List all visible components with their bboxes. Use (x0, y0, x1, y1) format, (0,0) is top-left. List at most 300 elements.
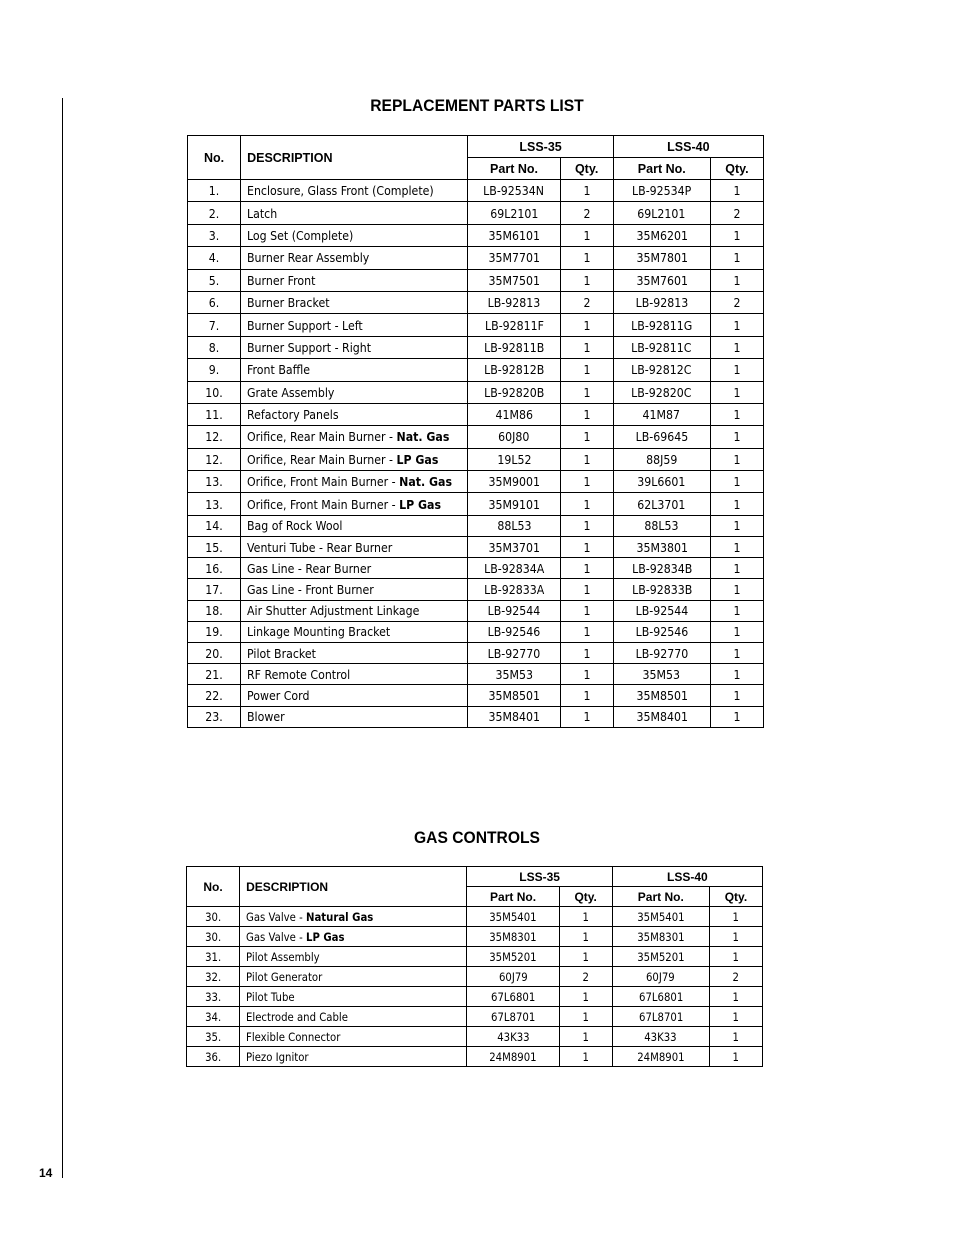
row-part-no-lss40 (613, 558, 710, 579)
row-part-no-lss35-text: 88L53 (496, 518, 532, 534)
row-number-text: 8. (208, 339, 220, 355)
row-qty-lss40 (709, 1027, 762, 1047)
row-description (241, 336, 468, 358)
row-part-no-lss35 (467, 1007, 559, 1027)
row-part-no-lss35-text: 69L2101 (489, 205, 539, 221)
table-row (188, 685, 764, 706)
row-description-text: Pilot Tube (246, 989, 295, 1004)
row-part-no-lss40-text: LB-92811C (631, 339, 692, 355)
row-part-no-lss40 (613, 600, 710, 621)
row-description-text: Pilot Assembly (246, 949, 320, 964)
gc-header-qty-lss35: Qty. (559, 887, 612, 907)
row-number-text: 17. (205, 582, 223, 598)
row-part-no-lss35-text: LB-92770 (487, 645, 541, 661)
row-number-text: 20. (205, 645, 223, 661)
row-number (188, 336, 241, 358)
row-qty-lss35-text: 1 (583, 496, 591, 512)
row-part-no-lss40 (613, 642, 710, 663)
row-qty-lss35 (559, 1007, 612, 1027)
row-number-text: 4. (208, 250, 220, 266)
row-qty-lss40 (710, 579, 763, 600)
table-row (188, 180, 764, 202)
row-number-text: 9. (208, 362, 220, 378)
replacement-parts-table (187, 135, 764, 728)
table-row (188, 471, 764, 493)
row-qty-lss40-text: 1 (733, 687, 741, 703)
header-description: DESCRIPTION (241, 136, 468, 180)
row-qty-lss35 (559, 947, 612, 967)
row-qty-lss35-text: 1 (583, 339, 591, 355)
row-part-no-lss40-text: 88L53 (644, 518, 679, 534)
table-row (188, 448, 764, 470)
row-qty-lss40 (709, 1007, 762, 1027)
row-part-no-lss40-text: 35M5201 (637, 949, 685, 964)
row-qty-lss40-text: 1 (733, 339, 741, 355)
header-no: No. (188, 136, 241, 180)
row-part-no-lss40 (613, 314, 710, 336)
description-text: Orifice, Rear Main Burner - (247, 451, 397, 467)
row-qty-lss40 (710, 403, 763, 425)
row-qty-lss35 (560, 426, 613, 448)
row-part-no-lss40 (613, 247, 710, 269)
row-qty-lss35-text: 1 (583, 624, 591, 640)
row-number (188, 621, 241, 642)
row-description (241, 359, 468, 381)
row-description (241, 247, 468, 269)
row-part-no-lss35 (468, 381, 560, 403)
row-number (188, 515, 241, 536)
row-part-no-lss35 (468, 558, 560, 579)
row-description (241, 515, 468, 536)
row-part-no-lss40 (613, 537, 710, 558)
description-text: Gas Valve - (246, 909, 307, 924)
row-qty-lss40-text: 1 (732, 1029, 740, 1044)
row-part-no-lss35 (468, 403, 560, 425)
row-number (188, 403, 241, 425)
row-description (241, 291, 468, 313)
row-part-no-lss40-text: LB-92820C (631, 384, 692, 400)
row-qty-lss40 (710, 642, 763, 663)
row-qty-lss35 (560, 336, 613, 358)
row-part-no-lss40 (612, 967, 709, 987)
row-part-no-lss40 (613, 336, 710, 358)
description-text: Orifice, Front Main Burner - (247, 474, 400, 490)
header-qty-lss35: Qty. (560, 158, 613, 180)
row-part-no-lss35-text: 35M3701 (488, 539, 540, 555)
row-part-no-lss40-text: 35M8501 (636, 687, 688, 703)
row-part-no-lss35-text: 35M9101 (488, 496, 540, 512)
row-part-no-lss40-text: LB-92546 (635, 624, 689, 640)
row-part-no-lss40 (613, 471, 710, 493)
row-part-no-lss40-text: 35M7801 (636, 250, 688, 266)
row-qty-lss35 (560, 664, 613, 685)
row-qty-lss40-text: 1 (733, 582, 741, 598)
table-row (187, 1007, 763, 1027)
row-description-text: Bag of Rock Wool (247, 518, 343, 534)
row-description (241, 448, 468, 470)
row-description (240, 1047, 467, 1067)
table-row (188, 314, 764, 336)
row-qty-lss35 (560, 180, 613, 202)
row-qty-lss40 (710, 664, 763, 685)
description-text: Gas Valve - (246, 929, 307, 944)
row-description-text (247, 429, 449, 444)
gc-header-description: DESCRIPTION (240, 867, 467, 907)
row-number-text: 21. (205, 666, 223, 682)
row-qty-lss40 (710, 224, 763, 246)
row-part-no-lss40-text: LB-92534P (632, 183, 692, 199)
row-qty-lss40 (710, 426, 763, 448)
gc-header-model-lss40: LSS-40 (612, 867, 762, 887)
row-description-text: Electrode and Cable (246, 1009, 349, 1024)
row-part-no-lss40 (613, 706, 710, 727)
row-number (188, 180, 241, 202)
row-number (187, 967, 240, 987)
row-part-no-lss40-text: LB-92770 (635, 645, 689, 661)
gas-type-emphasis: LP Gas (396, 451, 439, 467)
row-qty-lss40-text: 1 (732, 989, 740, 1004)
row-description (241, 202, 468, 224)
header-part-no-lss40: Part No. (613, 158, 710, 180)
row-part-no-lss35 (468, 685, 560, 706)
row-description (241, 314, 468, 336)
gas-controls-title: GAS CONTROLS (413, 828, 540, 847)
row-part-no-lss35-text: 35M5401 (489, 909, 537, 924)
header-part-no-lss35: Part No. (468, 158, 560, 180)
row-qty-lss35-text: 1 (582, 989, 589, 1004)
row-part-no-lss35-text: 41M86 (495, 407, 533, 423)
row-qty-lss40-text: 1 (733, 317, 741, 333)
row-description (241, 642, 468, 663)
row-qty-lss40-text: 1 (732, 1009, 740, 1024)
row-qty-lss35-text: 1 (582, 909, 589, 924)
table-row (188, 537, 764, 558)
row-qty-lss35 (559, 927, 612, 947)
row-part-no-lss40-text: LB-92833B (631, 582, 692, 598)
row-number (187, 1027, 240, 1047)
row-qty-lss40-text: 1 (733, 407, 741, 423)
row-number (188, 291, 241, 313)
row-part-no-lss35-text: LB-92546 (487, 624, 541, 640)
row-part-no-lss35-text: 19L52 (496, 451, 532, 467)
row-part-no-lss35-text: LB-92833A (483, 582, 545, 598)
row-number (188, 314, 241, 336)
row-part-no-lss40 (613, 403, 710, 425)
row-number-text: 22. (205, 687, 223, 703)
row-part-no-lss40 (613, 224, 710, 246)
row-part-no-lss40 (613, 448, 710, 470)
row-description-text: Burner Bracket (247, 295, 330, 311)
table-row (188, 202, 764, 224)
row-description (241, 493, 468, 515)
row-part-no-lss40-text: 35M53 (643, 666, 681, 682)
row-description (240, 907, 467, 927)
table-row (187, 1027, 763, 1047)
row-part-no-lss40-text: 60J79 (646, 969, 676, 984)
row-part-no-lss40 (613, 381, 710, 403)
row-qty-lss40-text: 1 (733, 384, 741, 400)
row-number-text: 7. (208, 317, 220, 333)
table-row (188, 224, 764, 246)
row-qty-lss40-text: 1 (733, 496, 741, 512)
row-number (187, 907, 240, 927)
row-number-text: 13. (205, 474, 223, 490)
row-qty-lss35 (560, 558, 613, 579)
row-part-no-lss35 (468, 448, 560, 470)
row-part-no-lss35-text: LB-92834A (483, 560, 545, 576)
row-qty-lss35-text: 1 (582, 1009, 589, 1024)
row-qty-lss35 (560, 247, 613, 269)
row-description-text (247, 474, 452, 489)
row-number-text: 14. (205, 518, 223, 534)
row-qty-lss35-text: 1 (583, 227, 591, 243)
row-qty-lss35 (560, 579, 613, 600)
row-qty-lss40-text: 1 (733, 539, 741, 555)
row-part-no-lss35-text: 35M53 (495, 666, 533, 682)
row-description-text (247, 497, 441, 512)
row-part-no-lss40-text: 35M6201 (636, 227, 688, 243)
gas-type-emphasis: LP Gas (306, 929, 345, 944)
row-part-no-lss35-text: LB-92812B (483, 362, 545, 378)
row-part-no-lss35 (468, 537, 560, 558)
row-part-no-lss40-text: 35M8401 (636, 709, 688, 725)
row-part-no-lss35-text: 43K33 (496, 1029, 530, 1044)
row-qty-lss35 (560, 471, 613, 493)
row-part-no-lss40-text: LB-92813 (635, 295, 689, 311)
row-part-no-lss35-text: 60J80 (498, 429, 530, 445)
row-description-text (246, 930, 345, 944)
table-row (188, 706, 764, 727)
gc-header-model-lss35: LSS-35 (467, 867, 612, 887)
row-qty-lss35 (560, 537, 613, 558)
row-part-no-lss35 (468, 247, 560, 269)
row-qty-lss35-text: 2 (583, 205, 591, 221)
row-qty-lss35 (560, 706, 613, 727)
row-qty-lss40-text: 1 (732, 1049, 740, 1064)
row-description-text: Piezo Ignitor (246, 1049, 309, 1064)
table-row (187, 927, 763, 947)
row-description-text: Venturi Tube - Rear Burner (247, 539, 393, 555)
row-part-no-lss35-text: 67L8701 (490, 1009, 536, 1024)
row-part-no-lss35-text: LB-92544 (487, 603, 541, 619)
table-row (187, 967, 763, 987)
gas-type-emphasis: Nat. Gas (396, 429, 450, 445)
row-qty-lss35 (560, 685, 613, 706)
gas-controls-table (186, 866, 763, 1067)
row-qty-lss35-text: 1 (583, 474, 591, 490)
row-qty-lss35 (559, 967, 612, 987)
row-part-no-lss35-text: LB-92534N (483, 183, 545, 199)
row-part-no-lss35-text: LB-92811B (483, 339, 545, 355)
row-number (187, 987, 240, 1007)
row-part-no-lss40 (612, 1027, 709, 1047)
row-qty-lss40-text: 2 (733, 205, 741, 221)
row-part-no-lss35 (468, 664, 560, 685)
row-description (241, 579, 468, 600)
row-qty-lss40 (709, 1047, 762, 1067)
row-number (188, 600, 241, 621)
row-qty-lss35 (559, 1047, 612, 1067)
row-description (241, 621, 468, 642)
row-qty-lss35-text: 1 (583, 582, 591, 598)
row-qty-lss40 (710, 314, 763, 336)
row-description (241, 600, 468, 621)
row-qty-lss40 (710, 471, 763, 493)
row-qty-lss35-text: 1 (582, 949, 589, 964)
row-part-no-lss40-text: 69L2101 (637, 205, 686, 221)
row-qty-lss35-text: 2 (583, 295, 591, 311)
table-row (187, 1047, 763, 1067)
row-qty-lss40 (709, 947, 762, 967)
row-description (240, 987, 467, 1007)
row-qty-lss35 (559, 987, 612, 1007)
table-row (188, 642, 764, 663)
table-row (188, 515, 764, 536)
row-part-no-lss35-text: 35M6101 (488, 227, 540, 243)
gas-type-emphasis: LP Gas (399, 496, 442, 512)
row-part-no-lss40-text: 39L6601 (637, 474, 686, 490)
row-qty-lss35 (560, 515, 613, 536)
row-number (188, 685, 241, 706)
row-qty-lss35 (560, 600, 613, 621)
row-part-no-lss35 (468, 314, 560, 336)
row-qty-lss35-text: 1 (583, 362, 591, 378)
row-number (187, 927, 240, 947)
row-part-no-lss35-text: 35M5201 (489, 949, 537, 964)
row-part-no-lss40 (612, 947, 709, 967)
gc-header-qty-lss40: Qty. (709, 887, 762, 907)
row-number-text: 10. (205, 384, 223, 400)
row-part-no-lss40-text: LB-92811G (631, 317, 693, 333)
row-part-no-lss40-text: 41M87 (643, 407, 681, 423)
row-part-no-lss35 (467, 967, 559, 987)
row-part-no-lss40 (613, 426, 710, 448)
row-description (241, 403, 468, 425)
row-number (188, 471, 241, 493)
row-part-no-lss40 (613, 269, 710, 291)
row-number (187, 1007, 240, 1027)
table-row (187, 947, 763, 967)
row-qty-lss40 (710, 336, 763, 358)
row-part-no-lss40-text: 67L6801 (638, 989, 683, 1004)
row-qty-lss35-text: 1 (583, 384, 591, 400)
table-row (188, 291, 764, 313)
row-qty-lss35-text: 1 (583, 451, 591, 467)
row-description (240, 967, 467, 987)
row-description-text: Gas Line - Front Burner (247, 582, 374, 598)
table-row (188, 600, 764, 621)
row-part-no-lss35 (468, 621, 560, 642)
row-description-text: Latch (247, 205, 278, 221)
row-description-text: RF Remote Control (247, 666, 351, 682)
row-part-no-lss35 (468, 493, 560, 515)
row-qty-lss40-text: 1 (732, 929, 740, 944)
row-number (188, 202, 241, 224)
row-part-no-lss35 (467, 927, 559, 947)
row-qty-lss35-text: 1 (583, 250, 591, 266)
row-number (188, 448, 241, 470)
row-number-text: 32. (204, 969, 222, 984)
row-qty-lss35-text: 1 (583, 317, 591, 333)
row-qty-lss35-text: 1 (582, 929, 589, 944)
row-part-no-lss35 (468, 579, 560, 600)
row-number-text: 6. (208, 295, 220, 311)
row-part-no-lss35 (467, 987, 559, 1007)
row-number (188, 558, 241, 579)
table-row (187, 907, 763, 927)
row-qty-lss40 (710, 558, 763, 579)
row-part-no-lss40 (613, 180, 710, 202)
row-part-no-lss40 (612, 1007, 709, 1027)
row-description-text: Burner Support - Right (247, 339, 372, 355)
row-part-no-lss35-text: 35M8301 (489, 929, 537, 944)
row-qty-lss40-text: 1 (732, 949, 740, 964)
row-qty-lss40 (710, 685, 763, 706)
row-number-text: 2. (208, 205, 220, 221)
row-part-no-lss40 (613, 685, 710, 706)
row-part-no-lss35 (468, 642, 560, 663)
row-number (187, 1047, 240, 1067)
row-qty-lss40-text: 1 (732, 909, 740, 924)
row-part-no-lss40 (612, 907, 709, 927)
row-qty-lss35-text: 1 (583, 709, 591, 725)
row-qty-lss40 (710, 359, 763, 381)
row-qty-lss40 (709, 907, 762, 927)
row-part-no-lss35-text: 60J79 (498, 969, 528, 984)
row-number-text: 23. (205, 709, 223, 725)
row-part-no-lss40 (613, 202, 710, 224)
row-number-text: 30. (204, 929, 222, 944)
row-qty-lss40 (710, 381, 763, 403)
row-part-no-lss35 (468, 471, 560, 493)
row-description-text (246, 910, 373, 924)
row-qty-lss40 (709, 987, 762, 1007)
row-number-text: 34. (204, 1009, 222, 1024)
row-part-no-lss40 (612, 1047, 709, 1067)
row-part-no-lss35 (468, 515, 560, 536)
row-number-text: 12. (205, 451, 223, 467)
row-part-no-lss35-text: LB-92813 (487, 295, 541, 311)
row-part-no-lss35-text: LB-92811F (484, 317, 544, 333)
row-part-no-lss35 (468, 202, 560, 224)
row-part-no-lss35 (468, 359, 560, 381)
row-qty-lss40-text: 1 (733, 451, 741, 467)
row-qty-lss35 (560, 359, 613, 381)
row-description (241, 269, 468, 291)
row-qty-lss40-text: 1 (733, 624, 741, 640)
row-description (240, 1027, 467, 1047)
row-description (241, 558, 468, 579)
row-description-text: Front Baffle (247, 362, 311, 378)
row-description-text: Burner Rear Assembly (247, 250, 370, 266)
row-description (241, 537, 468, 558)
gc-header-no: No. (187, 867, 240, 907)
row-qty-lss35 (560, 621, 613, 642)
row-part-no-lss35-text: 67L6801 (490, 989, 536, 1004)
row-qty-lss35-text: 1 (583, 666, 591, 682)
row-part-no-lss40-text: LB-92812C (631, 362, 692, 378)
row-qty-lss35 (560, 314, 613, 336)
table-row (188, 336, 764, 358)
row-number-text: 5. (208, 272, 220, 288)
row-qty-lss40 (710, 537, 763, 558)
row-part-no-lss40-text: 88J59 (646, 451, 678, 467)
row-part-no-lss35 (468, 706, 560, 727)
row-part-no-lss40 (613, 621, 710, 642)
row-part-no-lss40-text: 35M8301 (637, 929, 685, 944)
gas-type-emphasis: Natural Gas (306, 909, 374, 924)
row-part-no-lss40 (612, 927, 709, 947)
